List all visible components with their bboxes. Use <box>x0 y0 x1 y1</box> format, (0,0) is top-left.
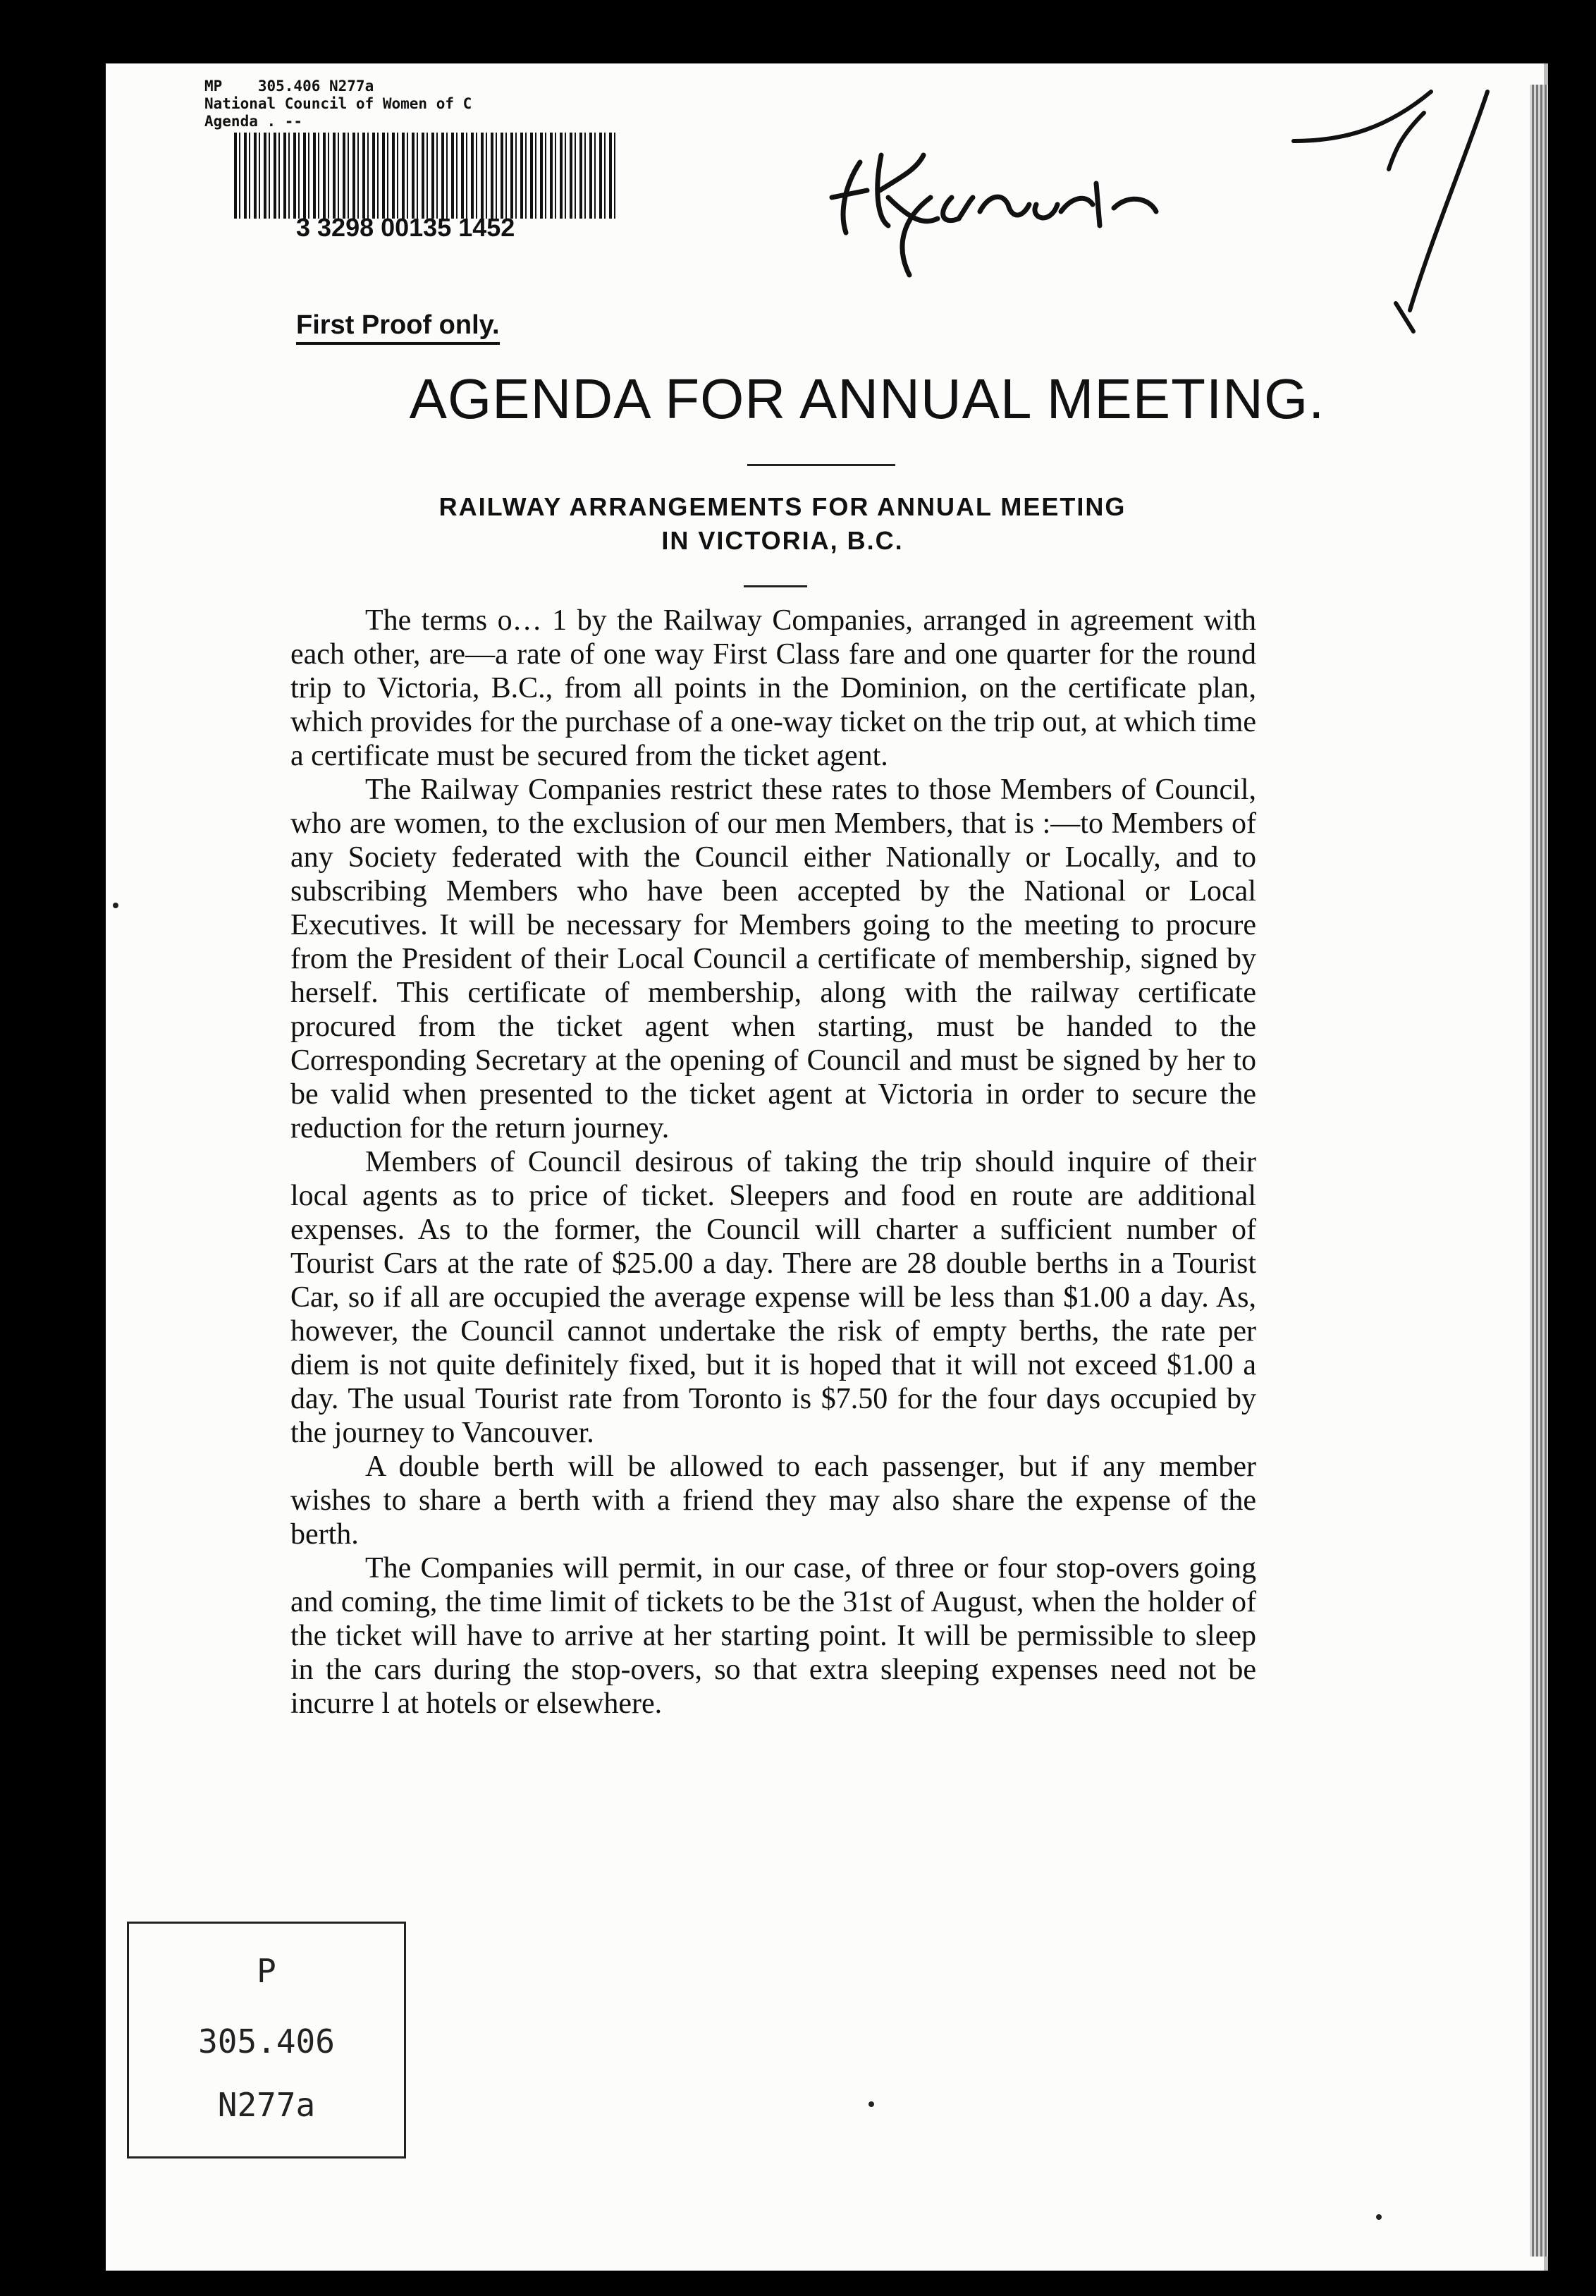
paragraph: Members of Council desirous of taking the trip should inquire of their local agents as to price of ticket. Sleepers and food en route are additional expenses. As to the former, the Council will charter a sufficient number of Tourist Cars at the rate of $25.00 a day. There are 28 double berths in a Tourist Car, so if all are occupied the average expense will be less than $1.00 a day. As, however, the Council cannot undertake the risk of empty berths, the rate per diem is not quite definitely fixed, but it is hoped that it will not exceed $1.00 a day. The usual Tourist rate from Toronto is $7.50 for the four days occupied by the journey to Vancouver. <box>290 1146 1256 1449</box>
ink-speck <box>1376 2214 1382 2220</box>
title-divider <box>747 464 895 466</box>
paragraph: The terms o… 1 by the Railway Companies, arranged in agreement with each other, are—a rate of one way First Class fare and one quarter for the round trip to Victoria, B.C., from all points in the Dominion, on the certificate plan, which provides for the purchase of a one-way ticket on the trip out, at which time a certificate must be secured from the ticket agent. <box>290 604 1256 772</box>
catalog-line-3: Agenda . -- <box>204 113 303 130</box>
handwritten-signature <box>818 113 1184 303</box>
paragraph: The Railway Companies restrict these rates to those Members of Council, who are women, to the exclusion of our men Members, that is :—to Members of any Society federated with the Council either Nationally or Locally, and to subscribing Members who have been accepted by the National or Local Executives. It will be necessary for Members going to the meeting to procure from the President of their Local Council a certificate of membership, signed by herself. This certificate of membership, along with the railway certificate procured from the ticket agent when starting, must be handed to the Corresponding Secretary at the opening of Council and must be signed by her to be valid when presented to the ticket agent at Victoria in order to secure the reduction for the return journey. <box>290 774 1256 1144</box>
proof-note: First Proof only. <box>296 310 500 345</box>
checkmark-mark <box>1290 71 1530 338</box>
shelf-mark-line-1: P <box>257 1952 276 1990</box>
ink-speck <box>868 2101 874 2107</box>
catalog-line-2: National Council of Women of C <box>204 95 472 112</box>
subtitle <box>268 490 1297 558</box>
barcode <box>234 133 616 219</box>
barcode-number: 3 3298 00135 1452 <box>296 213 515 242</box>
paragraph: A double berth will be allowed to each passenger, but if any member wishes to share a berth with a friend they may also share the expense of the berth. <box>290 1451 1256 1551</box>
body-text <box>290 604 1256 1721</box>
subtitle-line-1: RAILWAY ARRANGEMENTS FOR ANNUAL MEETING <box>438 492 1127 521</box>
subtitle-divider <box>744 585 807 587</box>
catalog-label <box>204 78 472 130</box>
shelf-mark-line-3: N277a <box>217 2086 316 2124</box>
shelf-mark-line-2: 305.406 <box>198 2022 335 2060</box>
page-title: AGENDA FOR ANNUAL MEETING. <box>409 367 1325 430</box>
ink-speck <box>113 903 118 908</box>
shelf-mark-label <box>127 1922 406 2158</box>
subtitle-line-2: IN VICTORIA, B.C. <box>661 526 904 555</box>
paragraph: The Companies will permit, in our case, of three or four stop-overs going and coming, the time limit of tickets to be the 31st of August, when the holder of the ticket will have to arrive at her starting point. It will be permissible to sleep in the cars during the stop-overs, so that extra sleeping expenses need not be incurre l at hotels or elsewhere. <box>290 1552 1256 1720</box>
catalog-line-1: MP 305.406 N277a <box>204 78 374 94</box>
